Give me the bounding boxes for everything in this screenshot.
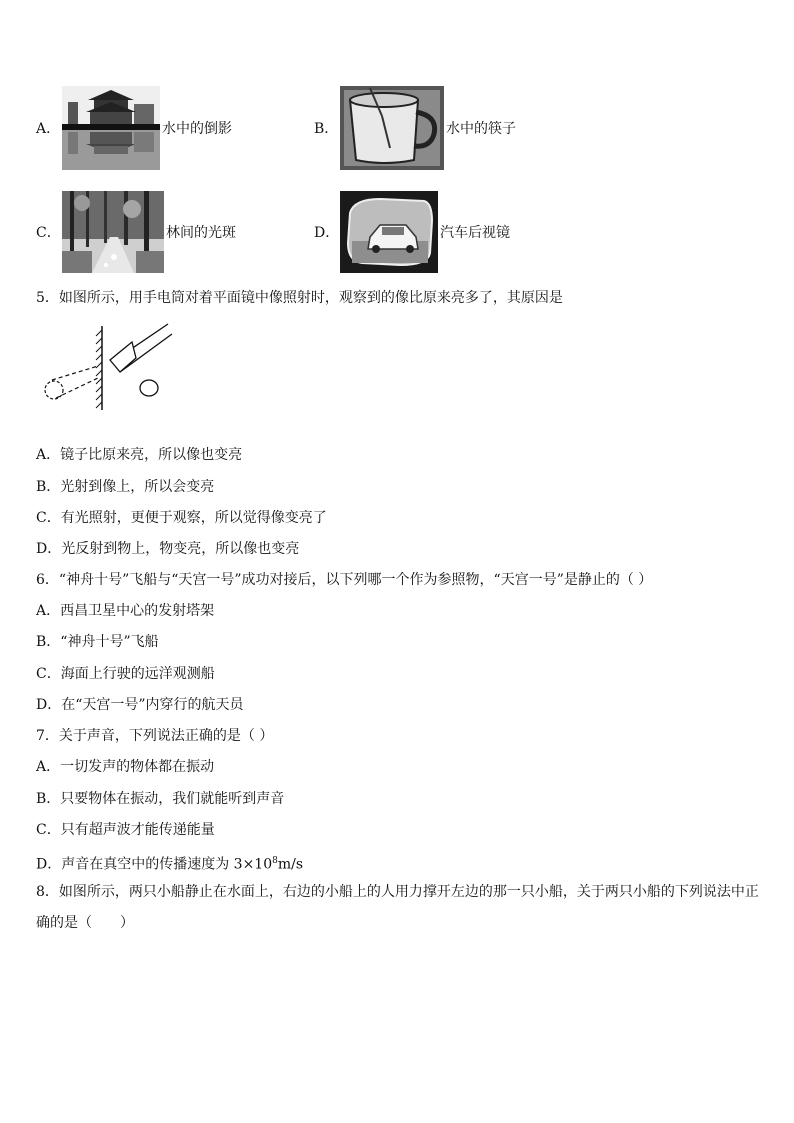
option-letter: C． <box>36 225 61 241</box>
q7-option-d <box>36 851 303 875</box>
q5-stem: 5．如图所示，用手电筒对着平面镜中像照射时，观察到的像比原来亮多了，其原因是 <box>36 290 563 306</box>
option-caption: 汽车后视镜 <box>440 225 510 241</box>
q7-option-a: A．一切发声的物体都在振动 <box>36 759 215 775</box>
forest-light-image <box>62 191 164 273</box>
option-letter: B． <box>314 121 339 137</box>
option-caption: 林间的光斑 <box>166 225 236 241</box>
q4-options-row-cd <box>36 190 794 274</box>
option-caption: 水中的筷子 <box>446 121 516 137</box>
option-caption: 水中的倒影 <box>162 121 232 137</box>
q5-option-d: D．光反射到物上，物变亮，所以像也变亮 <box>36 541 300 557</box>
q6-option-d: D．在“天宫一号”内穿行的航天员 <box>36 697 244 713</box>
q5-option-c: C．有光照射，更便于观察，所以觉得像变亮了 <box>36 510 327 526</box>
q5-option-a: A．镜子比原来亮，所以像也变亮 <box>36 447 243 463</box>
q6-option-c: C．海面上行驶的远洋观测船 <box>36 666 215 682</box>
q4-option-d <box>314 190 510 274</box>
q6-option-b: B．“神舟十号”飞船 <box>36 634 159 650</box>
q6-option-a: A．西昌卫星中心的发射塔架 <box>36 603 215 619</box>
q8-stem-line2: 确的是（ ） <box>36 915 134 931</box>
cup-chopsticks-image <box>340 86 444 170</box>
rearview-mirror-image <box>340 191 438 273</box>
q5-option-b: B．光射到像上，所以会变亮 <box>36 479 215 495</box>
q7-option-b: B．只要物体在振动，我们就能听到声音 <box>36 791 285 807</box>
option-letter: D． <box>314 225 340 241</box>
q8-stem-line1: 8．如图所示，两只小船静止在水面上，右边的小船上的人用力撑开左边的那一只小船，关于两只小船的下列说法中正 <box>36 884 759 900</box>
q4-option-b <box>314 86 516 170</box>
q4-options-row-ab <box>36 86 794 170</box>
q4-option-c <box>36 190 236 274</box>
q7-option-d-text: D．声音在真空中的传播速度为 3×10 <box>36 856 273 873</box>
q7-option-d-unit: m/s <box>277 856 304 873</box>
option-letter: A． <box>36 121 61 137</box>
q7-option-c: C．只有超声波才能传递能量 <box>36 822 215 838</box>
q6-stem: 6．“神舟十号”飞船与“天宫一号”成功对接后，以下列哪一个作为参照物，“天宫一号”是静止的（ ） <box>36 572 653 588</box>
q7-stem: 7．关于声音，下列说法正确的是（ ） <box>36 728 274 744</box>
q4-option-a <box>36 86 232 170</box>
q7-option-d-exponent: 8 <box>272 856 278 866</box>
pagoda-reflection-image <box>62 86 160 170</box>
flashlight-mirror-diagram <box>36 318 176 414</box>
